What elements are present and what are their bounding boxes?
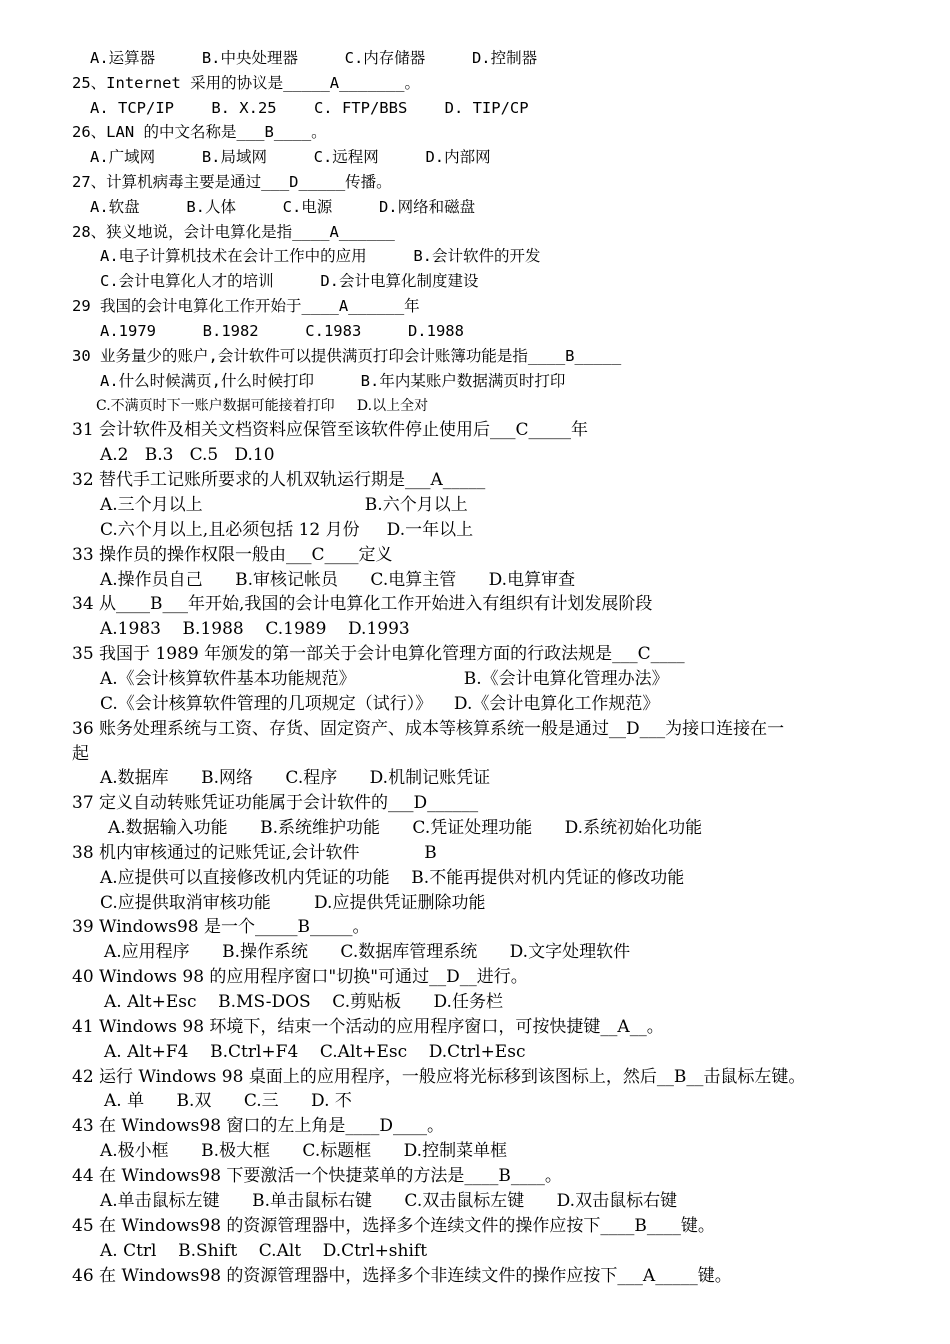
text-line: A.什么时候满页,什么时候打印 B.年内某账户数据满页时打印 [100, 372, 566, 390]
text-line: A. Ctrl B.Shift C.Alt D.Ctrl+shift [100, 1241, 428, 1261]
text-line: A.1979 B.1982 C.1983 D.1988 [100, 322, 464, 340]
text-line: A.单击鼠标左键 B.单击鼠标右键 C.双击鼠标左键 D.双击鼠标右键 [100, 1191, 678, 1211]
text-line: A.广域网 B.局域网 C.远程网 D.内部网 [90, 148, 491, 166]
text-line: A.《会计核算软件基本功能规范》 B.《会计电算化管理办法》 [100, 669, 669, 689]
text-line: C.不满页时下一账户数据可能接着打印 D.以上全对 [96, 398, 429, 414]
text-line: 30 业务量少的账户,会计软件可以提供满页打印会计账簿功能是指____B_____ [72, 347, 622, 365]
text-line: 36 账务处理系统与工资、存货、固定资产、成本等核算系统一般是通过__D___为接口连接在一 [72, 719, 785, 739]
text-line: 26、LAN 的中文名称是___B____。 [72, 123, 327, 141]
text-line: 29 我国的会计电算化工作开始于____A______年 [72, 297, 420, 315]
text-line: A. Alt+Esc B.MS-DOS C.剪贴板 D.任务栏 [104, 992, 503, 1012]
text-line: A. TCP/IP B. X.25 C. FTP/BBS D. TIP/CP [90, 99, 529, 117]
text-line: A.应提供可以直接修改机内凭证的功能 B.不能再提供对机内凭证的修改功能 [100, 868, 685, 888]
text-line: 27、计算机病毒主要是通过___D_____传播。 [72, 173, 392, 191]
text-line: C.会计电算化人才的培训 D.会计电算化制度建设 [100, 272, 479, 290]
text-line: 37 定义自动转账凭证功能属于会计软件的___D______ [72, 793, 479, 813]
text-line: 41 Windows 98 环境下，结束一个活动的应用程序窗口，可按快捷键__A__。 [72, 1017, 664, 1037]
text-line: C.应提供取消审核功能 D.应提供凭证删除功能 [100, 893, 486, 913]
text-line: 起 [72, 744, 89, 764]
text-line: A.操作员自己 B.审核记帐员 C.电算主管 D.电算审查 [100, 570, 576, 590]
text-line: 45 在 Windows98 的资源管理器中，选择多个连续文件的操作应按下____B____键。 [72, 1216, 715, 1236]
text-line: A. Alt+F4 B.Ctrl+F4 C.Alt+Esc D.Ctrl+Esc [104, 1042, 526, 1062]
text-line: 32 替代手工记账所要求的人机双轨运行期是___A_____ [72, 470, 486, 490]
text-line: 31 会计软件及相关文档资料应保管至该软件停止使用后___C_____年 [72, 420, 589, 440]
text-line: 42 运行 Windows 98 桌面上的应用程序，一般应将光标移到该图标上，然后__B__击鼠标左键。 [72, 1067, 806, 1087]
text-line: 35 我国于 1989 年颁发的第一部关于会计电算化管理方面的行政法规是___C____ [72, 644, 685, 664]
text-line: A.1983 B.1988 C.1989 D.1993 [100, 619, 410, 639]
text-line: 44 在 Windows98 下要激活一个快捷菜单的方法是____B____。 [72, 1166, 562, 1186]
text-line: A.电子计算机技术在会计工作中的应用 B.会计软件的开发 [100, 247, 541, 265]
text-line: C.六个月以上,且必须包括 12 月份 D.一年以上 [100, 520, 474, 540]
text-line: 38 机内审核通过的记账凭证,会计软件 B [72, 843, 437, 863]
text-line: A.三个月以上 B.六个月以上 [100, 495, 468, 515]
text-line: A.运算器 B.中央处理器 C.内存储器 D.控制器 [90, 49, 538, 67]
text-line: 25、Internet 采用的协议是_____A_______。 [72, 74, 420, 92]
text-line: 34 从____B___年开始,我国的会计电算化工作开始进入有组织有计划发展阶段 [72, 594, 653, 614]
text-line: 28、狭义地说，会计电算化是指____A______ [72, 223, 395, 241]
text-line: A.数据库 B.网络 C.程序 D.机制记账凭证 [100, 768, 491, 788]
text-line: A.应用程序 B.操作系统 C.数据库管理系统 D.文字处理软件 [104, 942, 631, 962]
text-line: 43 在 Windows98 窗口的左上角是____D____。 [72, 1116, 445, 1136]
text-line: 40 Windows 98 的应用程序窗口"切换"可通过__D__进行。 [72, 967, 528, 987]
text-line: 33 操作员的操作权限一般由___C____定义 [72, 545, 393, 565]
text-line: A.极小框 B.极大框 C.标题框 D.控制菜单框 [100, 1141, 508, 1161]
text-line: C.《会计核算软件管理的几项规定（试行）》 D.《会计电算化工作规范》 [100, 694, 660, 714]
text-line: A.2 B.3 C.5 D.10 [100, 445, 275, 465]
text-line: 39 Windows98 是一个_____B_____。 [72, 917, 370, 937]
text-line: A.软盘 B.人体 C.电源 D.网络和磁盘 [90, 198, 476, 216]
text-line: A.数据输入功能 B.系统维护功能 C.凭证处理功能 D.系统初始化功能 [108, 818, 703, 838]
text-line: 46 在 Windows98 的资源管理器中，选择多个非连续文件的操作应按下___A_____键。 [72, 1266, 732, 1286]
text-line: A. 单 B.双 C.三 D. 不 [104, 1091, 352, 1111]
